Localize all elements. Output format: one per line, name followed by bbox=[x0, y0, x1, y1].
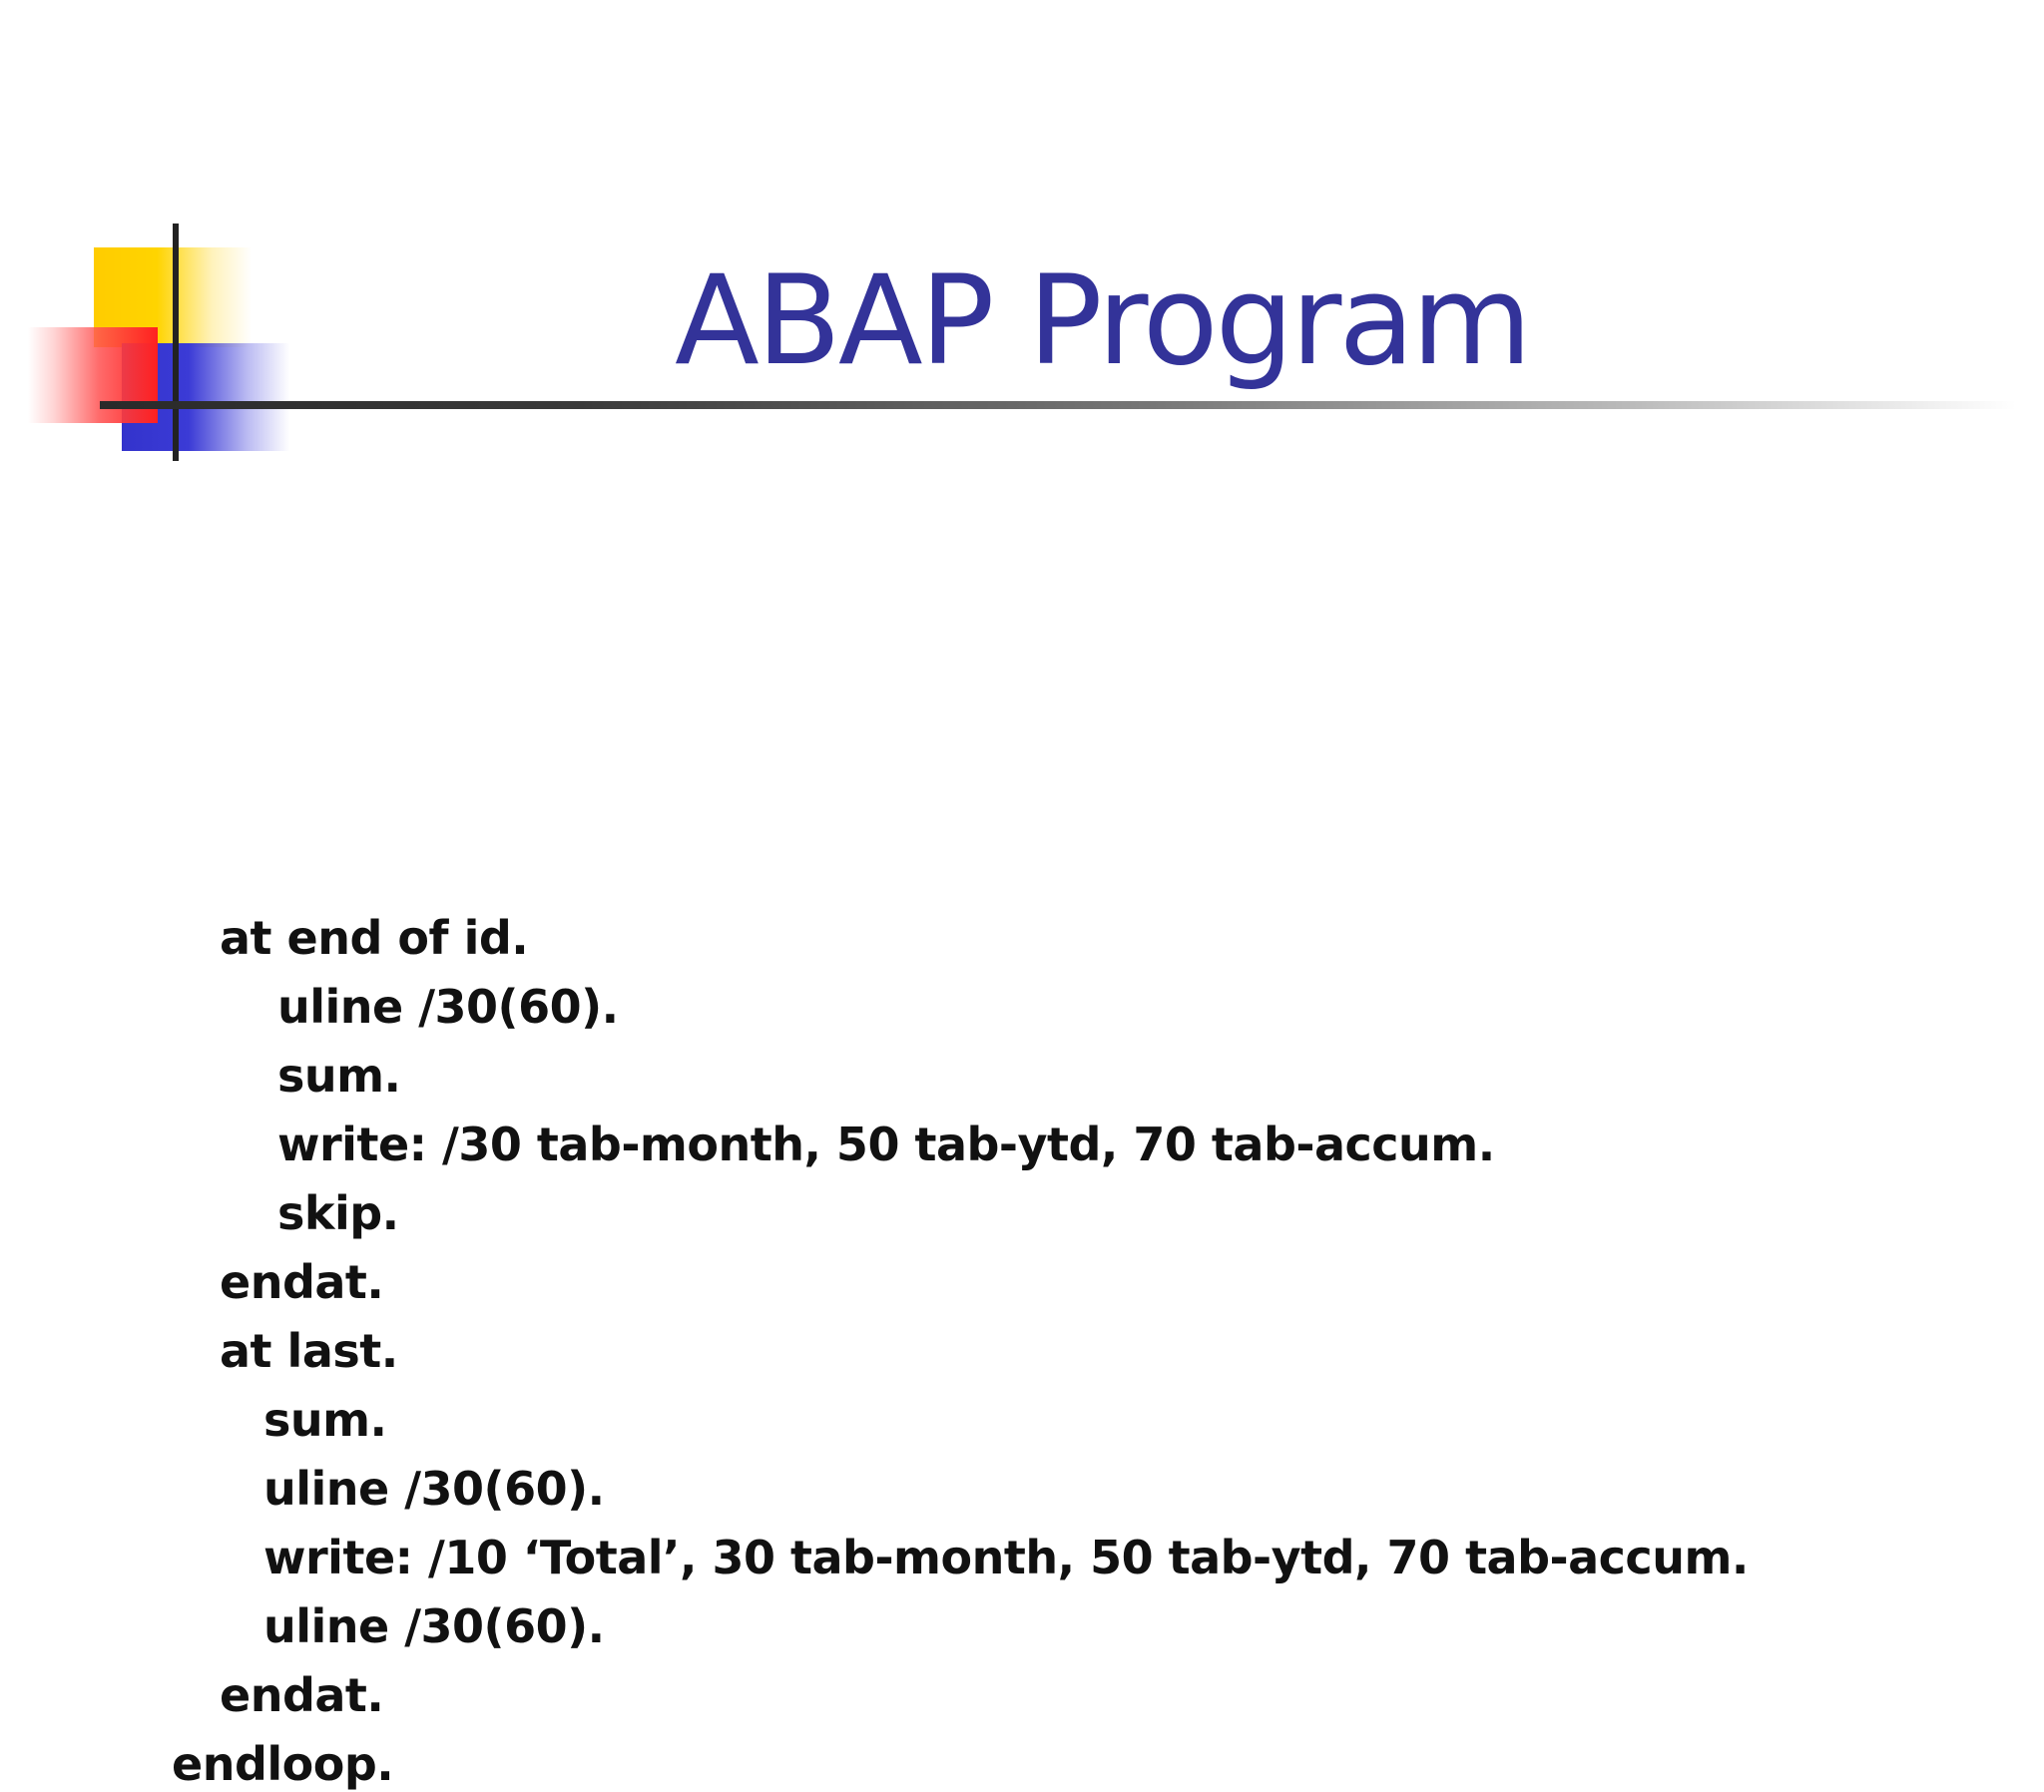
slide-title: ABAP Program bbox=[675, 249, 1530, 393]
code-line: at last. bbox=[220, 1324, 398, 1378]
code-line: write: /30 tab-month, 50 tab-ytd, 70 tab-accum. bbox=[277, 1118, 1495, 1171]
title-underline-rule bbox=[100, 401, 2016, 409]
vertical-bar-decoration bbox=[173, 224, 179, 461]
code-line: endat. bbox=[220, 1668, 384, 1722]
code-line: uline /30(60). bbox=[263, 1599, 605, 1653]
code-line: sum. bbox=[263, 1393, 387, 1447]
code-line: at end of id. bbox=[220, 911, 529, 965]
code-line: uline /30(60). bbox=[277, 980, 619, 1034]
code-line: sum. bbox=[277, 1049, 401, 1103]
code-line: endloop. bbox=[172, 1737, 394, 1791]
code-line: endat. bbox=[220, 1255, 384, 1309]
code-line: write: /10 ‘Total’, 30 tab-month, 50 tab-ytd, 70 tab-accum. bbox=[263, 1531, 1749, 1584]
code-line: uline /30(60). bbox=[263, 1462, 605, 1516]
code-line: skip. bbox=[277, 1186, 399, 1240]
